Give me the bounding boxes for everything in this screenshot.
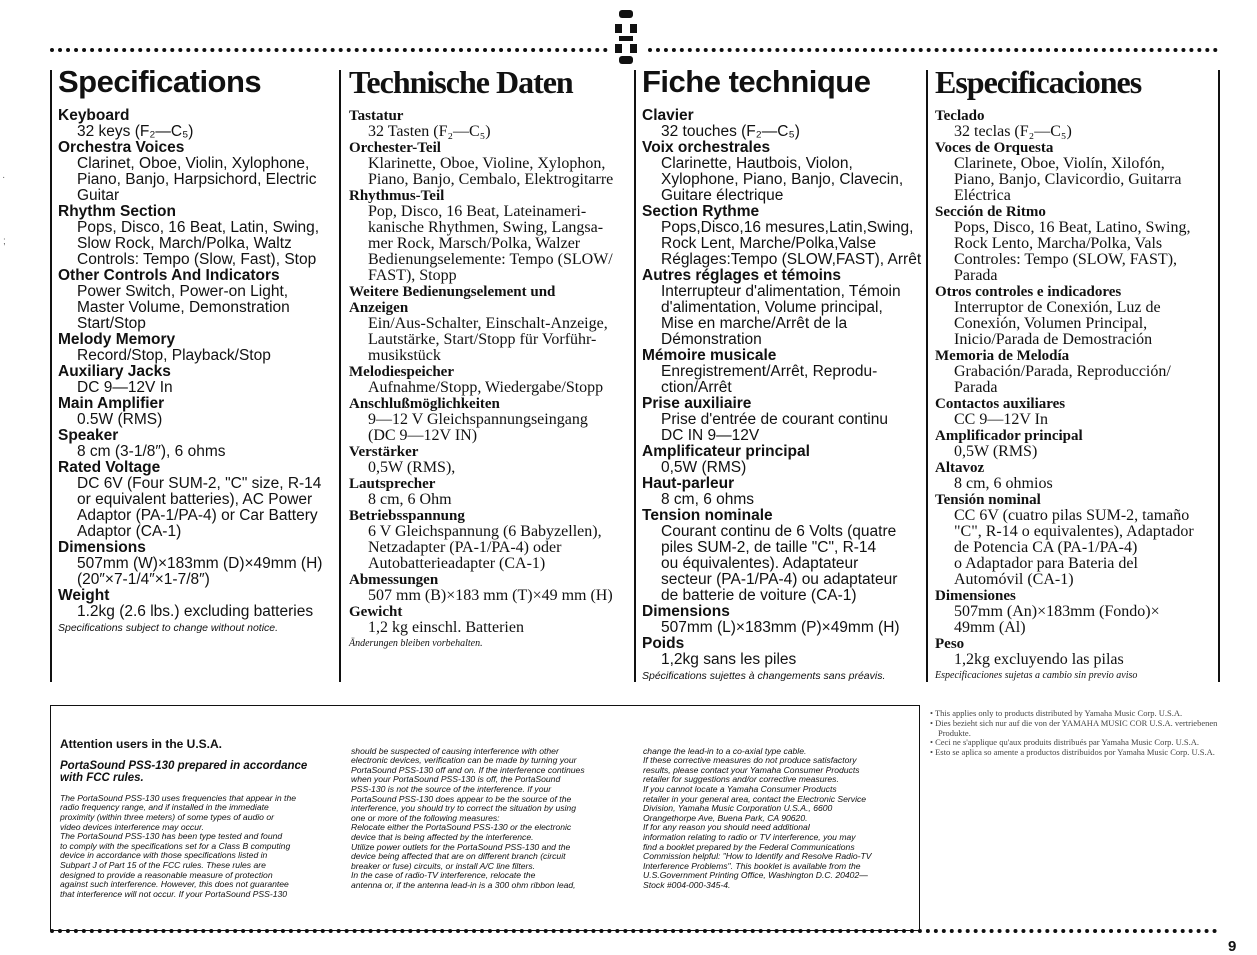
spec-value: 0.5W (RMS) xyxy=(77,411,163,428)
spec-value: Clarinette, Hautbois, Violon, Xylophone, Piano, Banjo, Clavecin, Guitare électrique xyxy=(661,155,904,204)
spec-heading: Tensión nominal xyxy=(935,492,1041,508)
spec-heading: Prise auxiliaire xyxy=(642,395,752,412)
spec-heading: Amplificateur principal xyxy=(642,443,810,460)
spec-item xyxy=(349,396,637,444)
spec-value: 507mm (An)×183mm (Fondo)× 49mm (Al) xyxy=(954,603,1160,636)
spec-item xyxy=(58,428,340,460)
spec-value: 1,2kg sans les piles xyxy=(661,651,797,668)
spec-heading: Section Rythme xyxy=(642,203,760,220)
spec-value: Grabación/Parada, Reproducción/ Parada xyxy=(954,363,1171,396)
spec-heading: Autres réglages et témoins xyxy=(642,267,841,284)
spec-value: 32 touches (F₂—C₅) xyxy=(661,123,800,140)
spec-note: Specifications subject to change without notice. xyxy=(58,622,279,634)
spec-value: 0,5W (RMS) xyxy=(661,459,747,476)
spec-value: Pops, Disco, 16 Beat, Latin, Swing, Slow Rock, March/Polka, Waltz Controls: Tempo (Slow, Fast), Stop xyxy=(77,219,320,268)
spec-value: 1,2 kg einschl. Batterien xyxy=(368,619,524,636)
spec-value: Record/Stop, Playback/Stop xyxy=(77,347,271,364)
spec-item xyxy=(349,508,637,572)
spec-heading: Betriebsspannung xyxy=(349,508,465,524)
spec-column-english xyxy=(58,64,340,634)
distribution-note: • Ceci ne s'applique qu'aux produits distribués par Yamaha Music Corp. U.S.A. xyxy=(930,737,1200,748)
spec-heading: Otros controles e indicadores xyxy=(935,284,1122,300)
spec-item xyxy=(935,108,1219,140)
spec-value: 8 cm, 6 ohmios xyxy=(954,475,1053,492)
spec-heading: Main Amplifier xyxy=(58,395,165,412)
spec-list xyxy=(349,108,637,636)
spec-item xyxy=(935,460,1219,492)
spec-value: Ein/Aus-Schalter, Einschalt-Anzeige, Lautstärke, Start/Stopp für Vorführ- musikstück xyxy=(368,315,608,364)
spec-item xyxy=(935,636,1219,668)
spec-heading: Melodiespeicher xyxy=(349,364,454,380)
spec-heading: Memoria de Melodía xyxy=(935,348,1070,364)
spec-value: Aufnahme/Stopp, Wiedergabe/Stopp xyxy=(368,379,604,396)
spec-value: Pops, Disco, 16 Beat, Latino, Swing, Rock Lento, Marcha/Polka, Vals Controles: Tempo (SLOW, FAST), Parada xyxy=(954,219,1191,284)
spec-heading: Tastatur xyxy=(349,108,404,124)
spec-value: 8 cm, 6 ohms xyxy=(661,491,755,508)
spec-item xyxy=(349,140,637,188)
spec-heading: Weight xyxy=(58,587,110,604)
fcc-subtitle: PortaSound PSS-130 prepared in accordance with FCC rules. xyxy=(60,760,308,785)
spec-heading: Gewicht xyxy=(349,604,403,620)
spec-item xyxy=(642,476,926,508)
column-title: Especificaciones xyxy=(935,64,1142,100)
spec-value: 8 cm, 6 Ohm xyxy=(368,491,452,508)
spec-item xyxy=(642,508,926,604)
spec-heading: Speaker xyxy=(58,427,119,444)
fcc-column-1 xyxy=(60,727,342,909)
spec-item xyxy=(58,204,340,268)
distribution-note: • Dies bezieht sich nur auf die von der YAMAHA MUSIC COR U.S.A. vertriebenen Produkte. xyxy=(930,717,1218,738)
spec-column-french xyxy=(642,64,926,682)
spec-heading: Clavier xyxy=(642,107,694,124)
fcc-text: change the lead-in to a co-axial type cable. If these corrective measures do not produce satisfactory results, please contact your Yamaha Consumer Products retailer for suggestions and/or corrective measures. If you cannot locate a Yamaha Consumer Products retailer in your general area, contact the Electronic Service Division, Yamaha Music Corporation U.S.A., 6600 Orangethorpe Ave, Buena Park, CA 90620. If for any reason you should need additional information relating to radio or TV interference, you may find a booklet prepared by the Federal Communications Commission helpful: "How to Identify and Resolve Radio-TV Interference Problems". This booklet is available from the U.S.Government Printing Office, Washington D.C. 20402— Stock #004-000-345-4. xyxy=(643,745,872,890)
spec-value: Clarinete, Oboe, Violín, Xilofón, Piano, Banjo, Clavicordio, Guitarra Eléctrica xyxy=(954,155,1182,204)
spec-item xyxy=(349,188,637,284)
spec-heading: Haut-parleur xyxy=(642,475,735,492)
margin-mark: ; xyxy=(3,236,6,247)
spec-item xyxy=(58,108,340,140)
spec-heading: Mémoire musicale xyxy=(642,347,777,364)
spec-item xyxy=(935,396,1219,428)
section-marker-icon xyxy=(611,8,641,66)
spec-value: Prise d'entrée de courant continu DC IN 9—12V xyxy=(661,411,888,444)
spec-item xyxy=(642,444,926,476)
spec-value: DC 6V (Four SUM-2, "C" size, R-14 or equivalent batteries), AC Power Adaptor (PA-1/PA-4) or Car Battery Adaptor (CA-1) xyxy=(77,475,322,540)
spec-heading: Teclado xyxy=(935,108,985,124)
fcc-title: Attention users in the U.S.A. xyxy=(60,736,223,751)
spec-value: Interrupteur d'alimentation, Témoin d'alimentation, Volume principal, Mise en marche/Arrêt de la Démonstration xyxy=(661,283,901,348)
spec-item xyxy=(349,604,637,636)
spec-heading: Keyboard xyxy=(58,107,130,124)
fcc-column-3 xyxy=(643,737,915,900)
spec-value: CC 9—12V In xyxy=(954,411,1048,428)
spec-heading: Dimensions xyxy=(58,539,146,556)
spec-item xyxy=(935,140,1219,204)
spec-item xyxy=(349,284,637,364)
spec-item xyxy=(642,204,926,268)
page-number: 9 xyxy=(1228,938,1237,955)
spec-item xyxy=(58,268,340,332)
spec-item xyxy=(349,444,637,476)
spec-item xyxy=(935,492,1219,588)
spec-item xyxy=(935,204,1219,284)
column-divider xyxy=(926,70,928,682)
fcc-column-2 xyxy=(351,737,633,900)
spec-heading: Verstärker xyxy=(349,444,419,460)
spec-heading: Altavoz xyxy=(935,460,985,476)
spec-heading: Contactos auxiliares xyxy=(935,396,1066,412)
spec-item xyxy=(642,140,926,204)
spec-heading: Voix orchestrales xyxy=(642,139,771,156)
spec-item xyxy=(349,476,637,508)
spec-item xyxy=(58,364,340,396)
spec-item xyxy=(642,604,926,636)
spec-value: 32 teclas (F₂—C₅) xyxy=(954,123,1072,140)
spec-item xyxy=(58,332,340,364)
top-dotted-rule-left xyxy=(50,48,608,52)
spec-value: Power Switch, Power-on Light, Master Volume, Demonstration Start/Stop xyxy=(77,283,290,332)
spec-list xyxy=(935,108,1219,668)
spec-value: Klarinette, Oboe, Violine, Xylophon, Piano, Banjo, Cembalo, Elektrogitarre xyxy=(368,155,614,188)
fcc-text: should be suspected of causing interference with other electronic devices, verification can be made by turning your PortaSound PSS-130 off and on. If the interference continues when your PortaSound PSS-130 is off, the PortaSound PSS-130 is not the source of the interference. If your PortaSound PSS-130 does appear to be the source of the interference, you should try to correct the situation by using one or more of the following measures: Relocate either the PortaSound PSS-130 or the electronic device that is being affected by the interference. Utilize power outlets for the PortaSound PSS-130 and the device being affected that are on different branch (circuit breaker or fuse) circuits, or install A/C line filters. In the case of radio-TV interference, relocate the antenna or, if the antenna lead-in is a 300 ohm ribbon lead, xyxy=(351,745,585,890)
spec-heading: Orchester-Teil xyxy=(349,140,441,156)
spec-value: Courant continu de 6 Volts (quatre piles SUM-2, de taille "C", R-14 ou équivalentes). Adaptateur secteur (PA-1/PA-4) ou adaptateur de batterie de voiture (CA-1) xyxy=(661,523,898,604)
spec-heading: Tension nominale xyxy=(642,507,773,524)
spec-value: Interruptor de Conexión, Luz de Conexión, Volumen Principal, Inicio/Parada de Demostración xyxy=(954,299,1161,348)
spec-value: 32 Tasten (F₂—C₅) xyxy=(368,123,491,140)
spec-value: CC 6V (cuatro pilas SUM-2, tamaño "C", R-14 o equivalentes), Adaptador de Potencia CA (PA-1/PA-4) o Adaptador para Bateria del Automóvil (CA-1) xyxy=(954,507,1194,588)
spec-column-german xyxy=(349,64,637,649)
column-divider xyxy=(50,70,52,682)
spec-item xyxy=(935,588,1219,636)
spec-heading: Lautsprecher xyxy=(349,476,436,492)
spec-heading: Rated Voltage xyxy=(58,459,161,476)
spec-value: 507mm (L)×183mm (P)×49mm (H) xyxy=(661,619,900,636)
spec-note: Änderungen bleiben vorbehalten. xyxy=(349,638,483,649)
spec-value: 0,5W (RMS), xyxy=(368,459,456,476)
spec-heading: Dimensions xyxy=(642,603,730,620)
spec-note: Especificaciones sujetas a cambio sin previo aviso xyxy=(935,670,1138,681)
spec-item xyxy=(58,540,340,588)
spec-value: 507 mm (B)×183 mm (T)×49 mm (H) xyxy=(368,587,613,604)
spec-item xyxy=(349,108,637,140)
spec-heading: Orchestra Voices xyxy=(58,139,185,156)
spec-heading: Dimensiones xyxy=(935,588,1016,604)
spec-value: 1.2kg (2.6 lbs.) excluding batteries xyxy=(77,603,314,620)
spec-value: 8 cm (3-1/8″), 6 ohms xyxy=(77,443,226,460)
spec-heading: Abmessungen xyxy=(349,572,439,588)
spec-value: 6 V Gleichspannung (6 Babyzellen), Netzadapter (PA-1/PA-4) oder Autobatterieadapter (CA-1) xyxy=(368,523,602,572)
spec-item xyxy=(642,396,926,444)
spec-item xyxy=(642,636,926,668)
distribution-note: • Esto se aplica so amente a productos distribuidos por Yamaha Music Corp. U.S.A. xyxy=(930,747,1215,758)
spec-item xyxy=(642,268,926,348)
column-title: Fiche technique xyxy=(642,64,871,99)
distribution-notes xyxy=(928,709,1218,758)
spec-heading: Other Controls And Indicators xyxy=(58,267,280,284)
column-title: Specifications xyxy=(58,64,262,99)
spec-value: 1,2kg excluyendo las pilas xyxy=(954,651,1124,668)
spec-heading: Weitere Bedienungselement und Anzeigen xyxy=(349,284,556,316)
spec-column-spanish xyxy=(935,64,1219,681)
distribution-note: • This applies only to products distributed by Yamaha Music Corp. U.S.A. xyxy=(930,708,1183,718)
spec-value: 0,5W (RMS) xyxy=(954,443,1038,460)
spec-value: Clarinet, Oboe, Violin, Xylophone, Piano, Banjo, Harpsichord, Electric Guitar xyxy=(77,155,317,204)
spec-heading: Anschlußmöglichkeiten xyxy=(349,396,500,412)
spec-item xyxy=(58,396,340,428)
spec-value: Pop, Disco, 16 Beat, Lateinameri- kanische Rhythmen, Swing, Langsa- mer Rock, Marsch/Polka, Walzer Bedienungselemente: Tempo (SLOW/ FAST), Stopp xyxy=(368,203,613,284)
spec-value: DC 9—12V In xyxy=(77,379,173,396)
margin-mark: · xyxy=(2,172,6,183)
spec-list xyxy=(642,108,926,668)
spec-value: 507mm (W)×183mm (D)×49mm (H) (20″×7-1/4″×1-7/8″) xyxy=(77,555,323,588)
spec-note: Spécifications sujettes à changements sans préavis. xyxy=(642,670,886,682)
spec-item xyxy=(642,348,926,396)
spec-heading: Voces de Orquesta xyxy=(935,140,1054,156)
spec-item xyxy=(58,588,340,620)
spec-value: Pops,Disco,16 mesures,Latin,Swing, Rock Lent, Marche/Polka,Valse Réglages:Tempo (SLOW,FAST), Arrêt xyxy=(661,219,922,268)
spec-item xyxy=(935,428,1219,460)
spec-value: Enregistrement/Arrêt, Reprodu- ction/Arrêt xyxy=(661,363,878,396)
spec-item xyxy=(935,284,1219,348)
spec-item xyxy=(58,460,340,540)
top-dotted-rule-right xyxy=(648,48,1218,52)
spec-heading: Auxiliary Jacks xyxy=(58,363,171,380)
spec-item xyxy=(935,348,1219,396)
spec-item xyxy=(58,140,340,204)
spec-item xyxy=(349,364,637,396)
spec-item xyxy=(349,572,637,604)
bottom-dotted-rule xyxy=(50,929,1218,933)
spec-heading: Rhythmus-Teil xyxy=(349,188,445,204)
spec-heading: Rhythm Section xyxy=(58,203,176,220)
spec-heading: Poids xyxy=(642,635,685,652)
column-title: Technische Daten xyxy=(349,64,573,100)
spec-value: 9—12 V Gleichspannungseingang (DC 9—12V IN) xyxy=(368,411,588,444)
spec-heading: Peso xyxy=(935,636,965,652)
spec-value: 32 keys (F₂—C₅) xyxy=(77,123,194,140)
spec-heading: Sección de Ritmo xyxy=(935,204,1046,220)
fcc-text: The PortaSound PSS-130 uses frequencies that appear in the radio frequency range, and if installed in the immediate proximity (within three meters) of some types of audio or video devices interference may occur. The PortaSound PSS-130 has been type tested and found to comply with the specifications set for a Class B computing device in accordance with those specifications listed in Subpart J of Part 15 of the FCC rules. These rules are designed to provide a reasonable measure of protection against such interference. However, this does not guarantee that interference will not occur. If your PortaSound PSS-130 xyxy=(60,792,297,899)
spec-heading: Amplificador principal xyxy=(935,428,1083,444)
spec-item xyxy=(642,108,926,140)
spec-list xyxy=(58,108,340,620)
spec-heading: Melody Memory xyxy=(58,331,176,348)
